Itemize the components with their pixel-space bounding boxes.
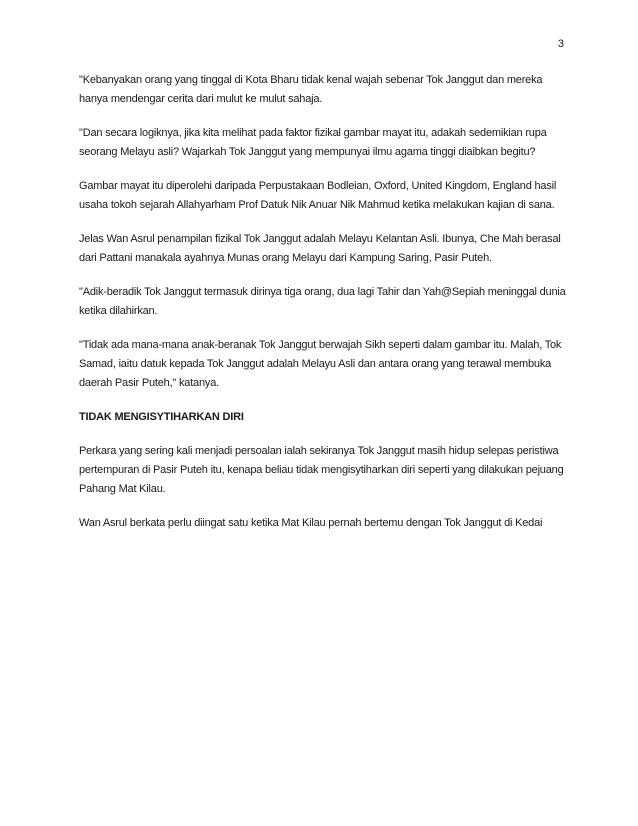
paragraph-6: "Tidak ada mana-mana anak-beranak Tok Janggut berwajah Sikh seperti dalam gambar itu. Malah, Tok Samad, iaitu datuk kepada Tok Janggut adalah Melayu Asli dan antara orang yang terawal membuka daerah Pasir Puteh," katanya. xyxy=(79,339,562,389)
paragraph-3: Gambar mayat itu diperolehi daripada Perpustakaan Bodleian, Oxford, United Kingdom, England hasil usaha tokoh sejarah Allahyarham Prof Datuk Nik Anuar Nik Mahmud ketika melakukan kajian di sana. xyxy=(79,180,557,211)
paragraph-5: "Adik-beradik Tok Janggut termasuk dirinya tiga orang, dua lagi Tahir dan Yah@Sepiah meninggal dunia ketika dilahirkan. xyxy=(79,286,566,317)
paragraph-4: Jelas Wan Asrul penampilan fizikal Tok Janggut adalah Melayu Kelantan Asli. Ibunya, Che Mah berasal dari Pattani manakala ayahnya Munas orang Melayu dari Kampung Saring, Pasir Puteh. xyxy=(79,233,561,264)
page-number: 3 xyxy=(557,38,564,50)
paragraph-8: Wan Asrul berkata perlu diingat satu ketika Mat Kilau pernah bertemu dengan Tok Janggut di Kedai xyxy=(79,517,543,529)
paragraph-7: Perkara yang sering kali menjadi persoalan ialah sekiranya Tok Janggut masih hidup selepas peristiwa pertempuran di Pasir Puteh itu, kenapa beliau tidak mengisytiharkan diri seperti yang dilakukan pejuang Pahang Mat Kilau. xyxy=(79,445,564,495)
section-heading: TIDAK MENGISYTIHARKAN DIRI xyxy=(79,411,244,423)
document-body xyxy=(79,71,567,548)
paragraph-1: "Kebanyakan orang yang tinggal di Kota Bharu tidak kenal wajah sebenar Tok Janggut dan mereka hanya mendengar cerita dari mulut ke mulut sahaja. xyxy=(79,74,543,105)
paragraph-2: "Dan secara logiknya, jika kita melihat pada faktor fizikal gambar mayat itu, adakah sedemikian rupa seorang Melayu asli? Wajarkah Tok Janggut yang mempunyai ilmu agama tinggi diaibkan begitu? xyxy=(79,127,547,158)
